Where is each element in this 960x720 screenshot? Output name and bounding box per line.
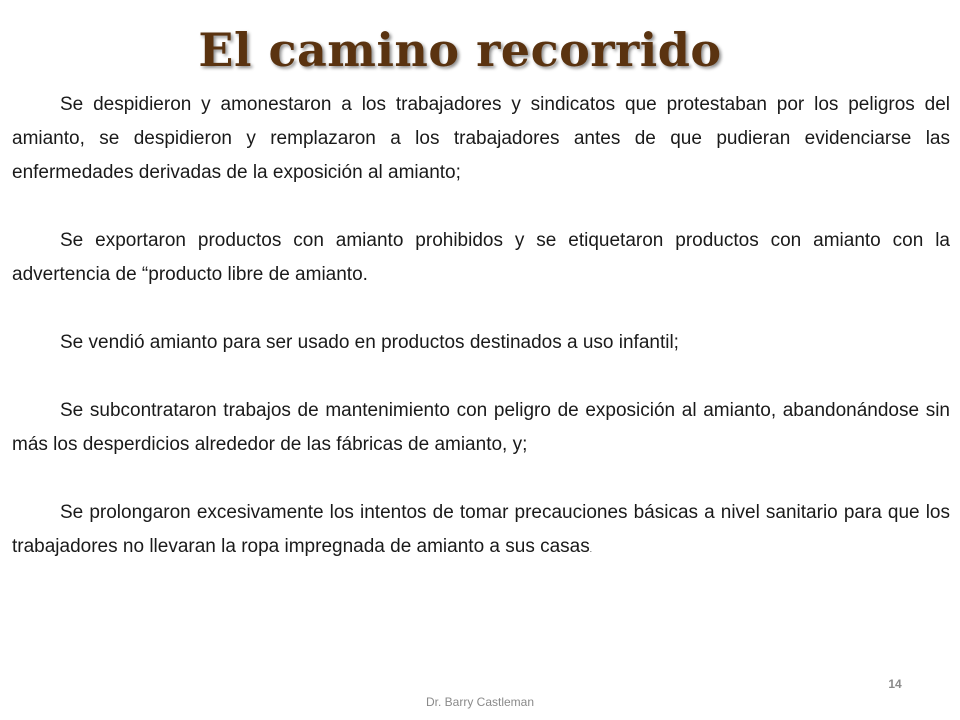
slide-title: El camino recorrido bbox=[198, 23, 722, 77]
paragraph-1: Se despidieron y amonestaron a los trabajadores y sindicatos que protestaban por los peligros del amianto, se despidieron y remplazaron a los trabajadores antes de que pudieran evidenciarse las enfermedades derivadas de la exposición al amianto; bbox=[12, 94, 950, 183]
slide-body bbox=[12, 88, 950, 567]
paragraph-4: Se subcontrataron trabajos de mantenimiento con peligro de exposición al amianto, abandonándose sin más los desperdicios alrededor de las fábricas de amianto, y; bbox=[12, 400, 950, 455]
paragraph-5-text: Se prolongaron excesivamente los intentos de tomar precauciones básicas a nivel sanitario para que los trabajadores no llevaran la ropa impregnada de amianto a sus casas bbox=[12, 502, 950, 557]
footer-author: Dr. Barry Castleman bbox=[425, 695, 535, 709]
paragraph-2: Se exportaron productos con amianto prohibidos y se etiquetaron productos con amianto con la advertencia de “producto libre de amianto. bbox=[12, 230, 950, 285]
paragraph-5 bbox=[12, 496, 950, 567]
page-number: 14 bbox=[888, 677, 902, 691]
paragraph-5-period: . bbox=[589, 545, 592, 554]
paragraph-3: Se vendió amianto para ser usado en productos destinados a uso infantil; bbox=[60, 332, 679, 353]
